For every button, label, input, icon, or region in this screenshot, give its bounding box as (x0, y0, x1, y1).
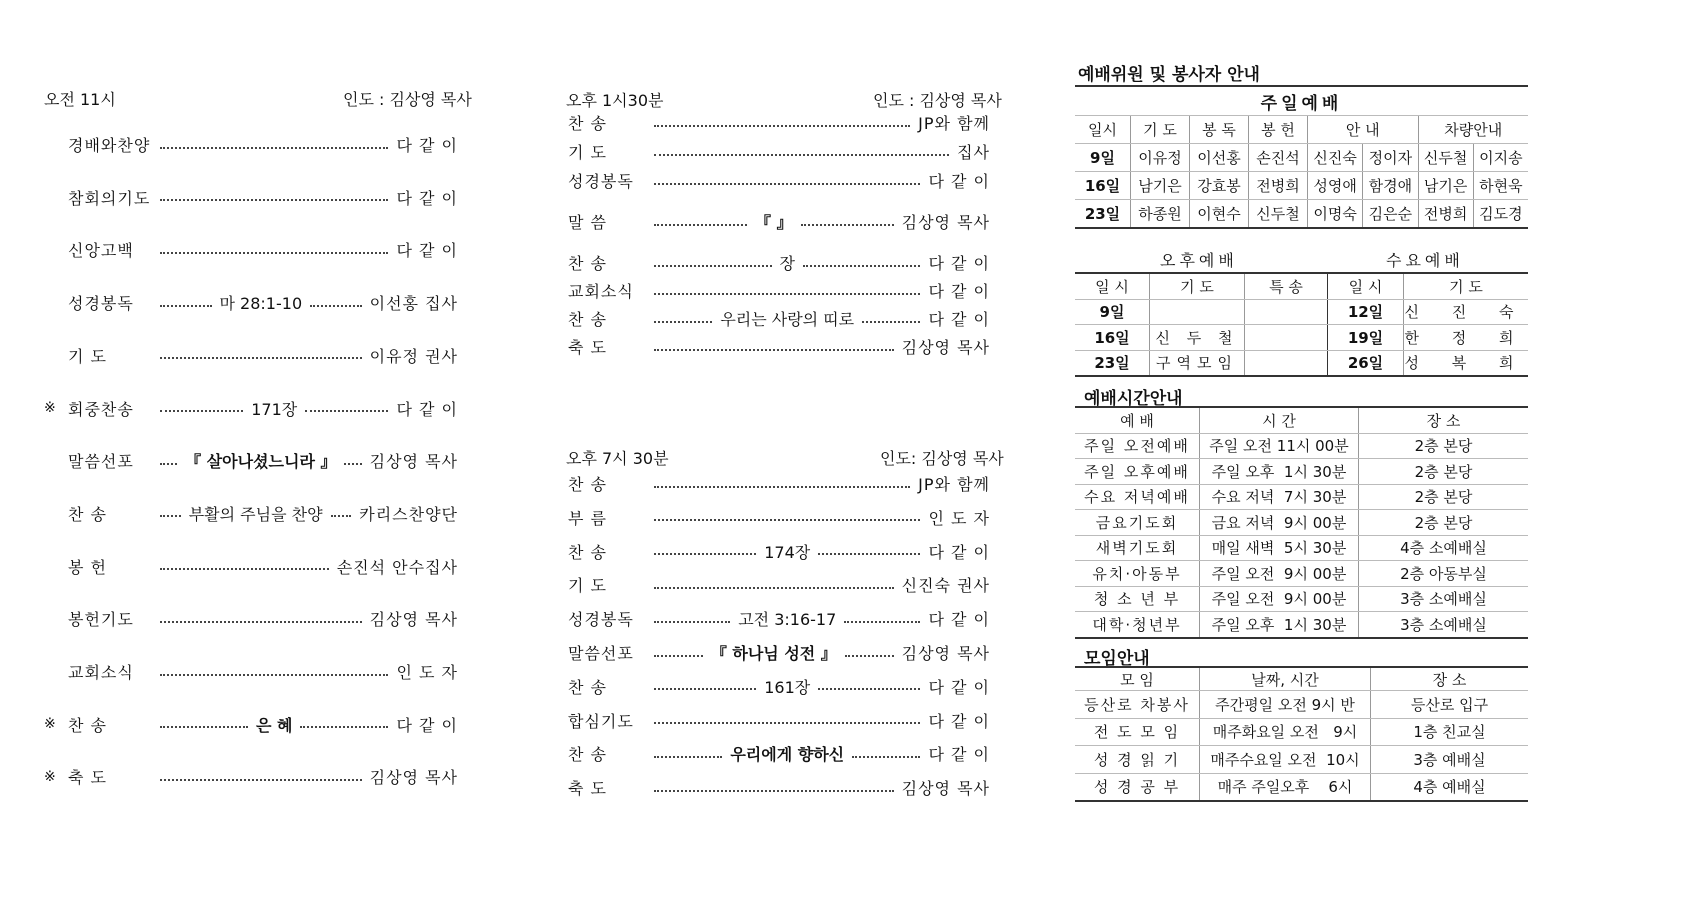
leader-dots (160, 621, 362, 623)
name-cell: 김도경 (1473, 200, 1528, 229)
meeting-place-cell: 1층 친교실 (1371, 718, 1529, 746)
leader-dots (654, 756, 722, 758)
table-row (1075, 350, 1528, 376)
order-label: 성경봉독 (68, 294, 134, 314)
order-label: 찬 송 (568, 310, 607, 329)
leader-dots (654, 224, 747, 226)
name-cell: 성영애 (1308, 172, 1363, 200)
name-cell: 구역모임 (1150, 350, 1245, 376)
order-label: 축 도 (568, 338, 607, 357)
order-row (568, 210, 990, 233)
order-row (568, 506, 990, 529)
order-person: 다 같 이 (928, 745, 990, 765)
table-row (1075, 484, 1528, 510)
name-cell: 정이자 (1363, 144, 1418, 172)
name-cell: 남기은 (1131, 172, 1190, 200)
leader-dots (654, 293, 920, 295)
order-label: 기 도 (68, 346, 107, 366)
order-label: 기 도 (568, 143, 607, 162)
pm-service-title: 오후예배 (1160, 251, 1238, 270)
table-row (1075, 144, 1528, 172)
service-time-cell: 주일 오전 11시 00분 (1200, 433, 1359, 459)
times-section-title: 예배시간안내 (1084, 389, 1183, 409)
order-label: 합심기도 (568, 711, 634, 731)
order-person: 인 도 자 (928, 508, 990, 528)
sunday-service-title: 주일예배 (1075, 86, 1528, 116)
order-person: 김상영 목사 (369, 452, 458, 472)
name-cell: 한 정 희 (1404, 325, 1529, 351)
leader-dots (654, 321, 712, 323)
order-row (68, 607, 458, 630)
name-cell (1245, 350, 1328, 376)
name-cell: 전병희 (1418, 200, 1473, 229)
order-label: 찬 송 (568, 114, 607, 133)
order-person: 김상영 목사 (369, 768, 458, 788)
times-header-place: 장 소 (1359, 407, 1529, 433)
order-detail: 『 하나님 성전 』 (710, 644, 837, 663)
leader-dots (654, 519, 920, 521)
name-cell: 이명숙 (1308, 200, 1363, 229)
order-person: 이유정 권사 (369, 346, 458, 366)
leader-dots (852, 756, 920, 758)
meetings-table (1075, 666, 1528, 802)
order-detail: 『 살아나셨느니라 』 (185, 452, 337, 472)
wed-header-date: 일 시 (1328, 273, 1404, 299)
order-label: 축 도 (568, 779, 607, 799)
order-row (68, 555, 458, 578)
times-header-time: 시 간 (1200, 407, 1359, 433)
order-person: 인 도 자 (396, 663, 458, 682)
leader-dots (344, 463, 361, 465)
meet-header-place: 장 소 (1371, 667, 1529, 691)
table-row (1075, 325, 1528, 351)
name-cell: 하종원 (1131, 200, 1190, 229)
volunteers-section-title: 예배위원 및 봉사자 안내 (1078, 65, 1260, 85)
table-row (1075, 561, 1528, 587)
leader-dots (300, 726, 388, 728)
sunday-volunteers-table (1075, 85, 1528, 229)
header-prayer: 기 도 (1131, 116, 1190, 144)
order-row (44, 713, 458, 736)
header-date: 일시 (1075, 116, 1131, 144)
evening-leader: 인도: 김상영 목사 (880, 449, 1004, 468)
order-person: 다 같 이 (396, 399, 459, 419)
order-mark: ※ (44, 768, 56, 785)
order-person: 김상영 목사 (901, 779, 990, 799)
date-cell: 26일 (1328, 350, 1404, 376)
order-person: 김상영 목사 (901, 644, 990, 663)
order-row (568, 709, 990, 732)
name-cell: 신 진 숙 (1404, 299, 1529, 325)
service-place-cell: 3층 소예배실 (1359, 612, 1529, 638)
service-place-cell: 2층 본당 (1359, 484, 1529, 510)
meeting-name-cell: 전 도 모 임 (1075, 718, 1200, 746)
order-label: 봉 헌 (68, 557, 107, 577)
leader-dots (160, 674, 388, 676)
order-person: 김상영 목사 (901, 338, 990, 357)
meeting-place-cell: 3층 예배실 (1371, 746, 1529, 774)
order-label: 부 름 (568, 508, 607, 528)
order-person: 다 같 이 (928, 711, 990, 731)
order-row (568, 307, 990, 330)
leader-dots (862, 321, 920, 323)
leader-dots (160, 305, 212, 307)
leader-dots (160, 147, 388, 149)
leader-dots (801, 224, 894, 226)
leader-dots (818, 688, 920, 690)
service-time-cell: 주일 오후 1시 30분 (1200, 459, 1359, 485)
order-person: 다 같 이 (928, 254, 991, 273)
order-row (568, 742, 990, 765)
order-label: 참회의기도 (68, 188, 151, 208)
order-label: 경배와찬양 (68, 136, 151, 155)
order-label: 찬 송 (568, 254, 607, 273)
pm-header-prayer: 기 도 (1150, 273, 1245, 299)
service-place-cell: 2층 본당 (1359, 510, 1529, 536)
service-time-cell: 주일 오후 1시 30분 (1200, 612, 1359, 638)
name-cell: 강효봉 (1190, 172, 1249, 200)
name-cell (1245, 299, 1328, 325)
header-usher: 안 내 (1308, 116, 1419, 144)
order-row (68, 502, 458, 525)
name-cell: 남기은 (1418, 172, 1473, 200)
date-cell: 19일 (1328, 325, 1404, 351)
name-cell: 김은순 (1363, 200, 1418, 229)
order-label: 찬 송 (568, 475, 607, 494)
leader-dots (160, 199, 388, 201)
header-offering: 봉 헌 (1249, 116, 1308, 144)
leader-dots (654, 349, 894, 351)
order-person: 다 같 이 (396, 715, 458, 735)
evening-time: 오후 7시 30분 (566, 449, 669, 468)
table-row (1075, 510, 1528, 536)
order-person: 다 같 이 (928, 282, 990, 301)
order-detail: 마 28:1-10 (219, 294, 303, 314)
leader-dots (305, 410, 388, 412)
order-person: 다 같 이 (928, 610, 991, 630)
name-cell: 손진석 (1249, 144, 1308, 172)
leader-dots (654, 688, 756, 690)
service-name-cell: 수요 저녁예배 (1075, 484, 1200, 510)
order-detail: 174장 (764, 542, 811, 562)
order-row (44, 397, 459, 420)
order-label: 말씀선포 (68, 452, 134, 472)
order-detail: 고전 3:16-17 (738, 610, 837, 630)
order-label: 찬 송 (568, 542, 607, 562)
header-reading: 봉 독 (1190, 116, 1249, 144)
order-person: 이선홍 집사 (369, 294, 459, 314)
leader-dots (654, 265, 772, 267)
order-detail: 장 (779, 254, 795, 273)
leader-dots (160, 252, 388, 254)
pm-wed-table (1075, 272, 1528, 377)
morning-time: 오전 11시 (44, 90, 116, 109)
order-label: 교회소식 (68, 663, 134, 682)
leader-dots (818, 553, 920, 555)
order-row (68, 449, 458, 472)
leader-dots (160, 357, 362, 359)
meeting-name-cell: 등산로 차봉사 (1075, 691, 1200, 719)
order-row (68, 186, 458, 209)
pm-header-date: 일 시 (1075, 273, 1150, 299)
name-cell: 신두철 (1249, 200, 1308, 229)
leader-dots (845, 655, 894, 657)
leader-dots (160, 515, 181, 517)
leader-dots (654, 655, 703, 657)
order-detail: 우리에게 향하신 (730, 745, 845, 765)
table-row (1075, 718, 1528, 746)
meeting-name-cell: 성 경 공 부 (1075, 773, 1200, 801)
order-label: 축 도 (68, 768, 107, 788)
service-name-cell: 청 소 년 부 (1075, 586, 1200, 612)
name-cell: 전병희 (1249, 172, 1308, 200)
service-time-cell: 수요 저녁 7시 30분 (1200, 484, 1359, 510)
table-row (1075, 691, 1528, 719)
wed-header-prayer: 기 도 (1404, 273, 1529, 299)
table-row (1075, 172, 1528, 200)
meeting-name-cell: 성 경 읽 기 (1075, 746, 1200, 774)
order-person: 다 같 이 (396, 241, 458, 261)
afternoon-time: 오후 1시30분 (566, 91, 664, 110)
service-place-cell: 4층 소예배실 (1359, 535, 1529, 561)
times-header-service: 예 배 (1075, 407, 1200, 433)
service-times-table (1075, 406, 1528, 639)
order-person: 김상영 목사 (369, 610, 458, 630)
table-row (1075, 612, 1528, 638)
order-person: JP와 함께 (918, 114, 990, 133)
meeting-place-cell: 등산로 입구 (1371, 691, 1529, 719)
order-row (568, 111, 990, 134)
table-row (1075, 200, 1528, 229)
order-row (568, 540, 990, 563)
order-person: 다 같 이 (928, 542, 991, 562)
order-row (568, 169, 990, 192)
name-cell: 신두철 (1418, 144, 1473, 172)
table-row (1075, 746, 1528, 774)
service-place-cell: 3층 소예배실 (1359, 586, 1529, 612)
order-row (44, 765, 458, 788)
order-person: 다 같 이 (396, 188, 458, 208)
leader-dots (160, 726, 248, 728)
order-person: 다 같 이 (928, 310, 990, 329)
service-time-cell: 매일 새벽 5시 30분 (1200, 535, 1359, 561)
leader-dots (654, 125, 910, 127)
leader-dots (654, 722, 920, 724)
morning-leader: 인도 : 김상영 목사 (343, 90, 472, 109)
meeting-time-cell: 매주화요일 오전 9시 (1200, 718, 1371, 746)
order-label: 봉헌기도 (68, 610, 134, 630)
order-label: 찬 송 (568, 745, 607, 765)
name-cell: 신 두 철 (1150, 325, 1245, 351)
order-row (568, 776, 990, 799)
order-label: 말 씀 (568, 213, 607, 232)
order-label: 찬 송 (68, 504, 107, 524)
date-cell: 9일 (1075, 299, 1150, 325)
leader-dots (331, 515, 352, 517)
name-cell: 이유정 (1131, 144, 1190, 172)
leader-dots (654, 621, 730, 623)
leader-dots (803, 265, 921, 267)
order-row (68, 660, 458, 683)
date-cell: 16일 (1075, 325, 1150, 351)
service-name-cell: 금요기도회 (1075, 510, 1200, 536)
order-person: 김상영 목사 (901, 213, 991, 232)
order-detail: 은 혜 (255, 715, 293, 735)
order-label: 기 도 (568, 576, 607, 596)
service-time-cell: 주일 오전 9시 00분 (1200, 586, 1359, 612)
order-row (568, 607, 990, 630)
date-cell: 23일 (1075, 350, 1150, 376)
name-cell: 성 복 희 (1404, 350, 1529, 376)
order-row (568, 335, 990, 358)
name-cell: 하현욱 (1473, 172, 1528, 200)
afternoon-leader: 인도 : 김상영 목사 (873, 91, 1002, 110)
order-label: 성경봉독 (568, 610, 634, 630)
meeting-time-cell: 매주 주일오후 6시 (1200, 773, 1371, 801)
service-time-cell: 주일 오전 9시 00분 (1200, 561, 1359, 587)
leader-dots (160, 410, 243, 412)
order-label: 말씀선포 (568, 644, 634, 663)
header-vehicle: 차량안내 (1418, 116, 1528, 144)
order-person: 다 같 이 (396, 136, 458, 155)
date-cell: 12일 (1328, 299, 1404, 325)
service-time-cell: 금요 저녁 9시 00분 (1200, 510, 1359, 536)
order-mark: ※ (44, 716, 56, 733)
service-name-cell: 주일 오후예배 (1075, 459, 1200, 485)
leader-dots (160, 779, 362, 781)
order-person: 다 같 이 (928, 677, 991, 697)
order-person: JP와 함께 (918, 475, 990, 494)
order-detail: 우리는 사랑의 띠로 (720, 310, 855, 329)
name-cell: 함경애 (1363, 172, 1418, 200)
meetings-section-title: 모임안내 (1084, 649, 1150, 669)
leader-dots (160, 568, 329, 570)
leader-dots (160, 463, 177, 465)
name-cell (1245, 325, 1328, 351)
leader-dots (654, 587, 894, 589)
name-cell: 신진숙 (1308, 144, 1363, 172)
name-cell: 이지송 (1473, 144, 1528, 172)
service-place-cell: 2층 아동부실 (1359, 561, 1529, 587)
table-row (1075, 586, 1528, 612)
leader-dots (654, 154, 949, 156)
meeting-time-cell: 매주수요일 오전 10시 (1200, 746, 1371, 774)
order-detail: 161장 (764, 677, 811, 697)
name-cell: 이선홍 (1190, 144, 1249, 172)
table-row (1075, 773, 1528, 801)
order-row (568, 641, 990, 664)
leader-dots (654, 486, 910, 488)
order-label: 회중찬송 (68, 399, 134, 419)
date-cell: 23일 (1075, 200, 1131, 229)
order-row (568, 251, 990, 274)
order-person: 카리스찬양단 (359, 504, 459, 524)
service-name-cell: 대학·청년부 (1075, 612, 1200, 638)
order-row (68, 344, 458, 367)
meet-header-time: 날짜, 시간 (1200, 667, 1371, 691)
service-name-cell: 주일 오전예배 (1075, 433, 1200, 459)
table-row (1075, 459, 1528, 485)
order-detail: 『 』 (755, 213, 793, 232)
order-row (568, 675, 990, 698)
service-name-cell: 유치·아동부 (1075, 561, 1200, 587)
date-cell: 16일 (1075, 172, 1131, 200)
date-cell: 9일 (1075, 144, 1131, 172)
table-row (1075, 299, 1528, 325)
order-row (68, 133, 458, 156)
name-cell (1150, 299, 1245, 325)
order-label: 교회소식 (568, 282, 634, 301)
order-detail: 부활의 주님을 찬양 (188, 504, 323, 524)
leader-dots (310, 305, 362, 307)
wed-service-title: 수요예배 (1386, 251, 1464, 270)
order-label: 신앙고백 (68, 241, 134, 261)
service-place-cell: 2층 본당 (1359, 459, 1529, 485)
leader-dots (654, 553, 756, 555)
meet-header-group: 모 임 (1075, 667, 1200, 691)
order-person: 신진숙 권사 (901, 576, 990, 596)
order-row (568, 573, 990, 596)
order-row (68, 291, 458, 314)
meeting-place-cell: 4층 예배실 (1371, 773, 1529, 801)
order-label: 찬 송 (68, 715, 107, 735)
leader-dots (654, 790, 894, 792)
order-person: 집사 (957, 143, 990, 162)
leader-dots (654, 183, 920, 185)
order-row (568, 279, 990, 302)
name-cell: 이현수 (1190, 200, 1249, 229)
order-row (68, 238, 458, 261)
order-label: 찬 송 (568, 677, 607, 697)
order-mark: ※ (44, 400, 56, 416)
order-row (568, 140, 990, 163)
order-person: 다 같 이 (928, 172, 990, 191)
order-detail: 171장 (251, 399, 298, 419)
leader-dots (844, 621, 920, 623)
table-row (1075, 433, 1528, 459)
meeting-time-cell: 주간평일 오전 9시 반 (1200, 691, 1371, 719)
service-place-cell: 2층 본당 (1359, 433, 1529, 459)
table-row (1075, 535, 1528, 561)
order-person: 손진석 안수집사 (336, 557, 458, 577)
pm-header-special: 특 송 (1245, 273, 1328, 299)
order-row (568, 472, 990, 495)
order-label: 성경봉독 (568, 172, 634, 191)
service-name-cell: 새벽기도회 (1075, 535, 1200, 561)
